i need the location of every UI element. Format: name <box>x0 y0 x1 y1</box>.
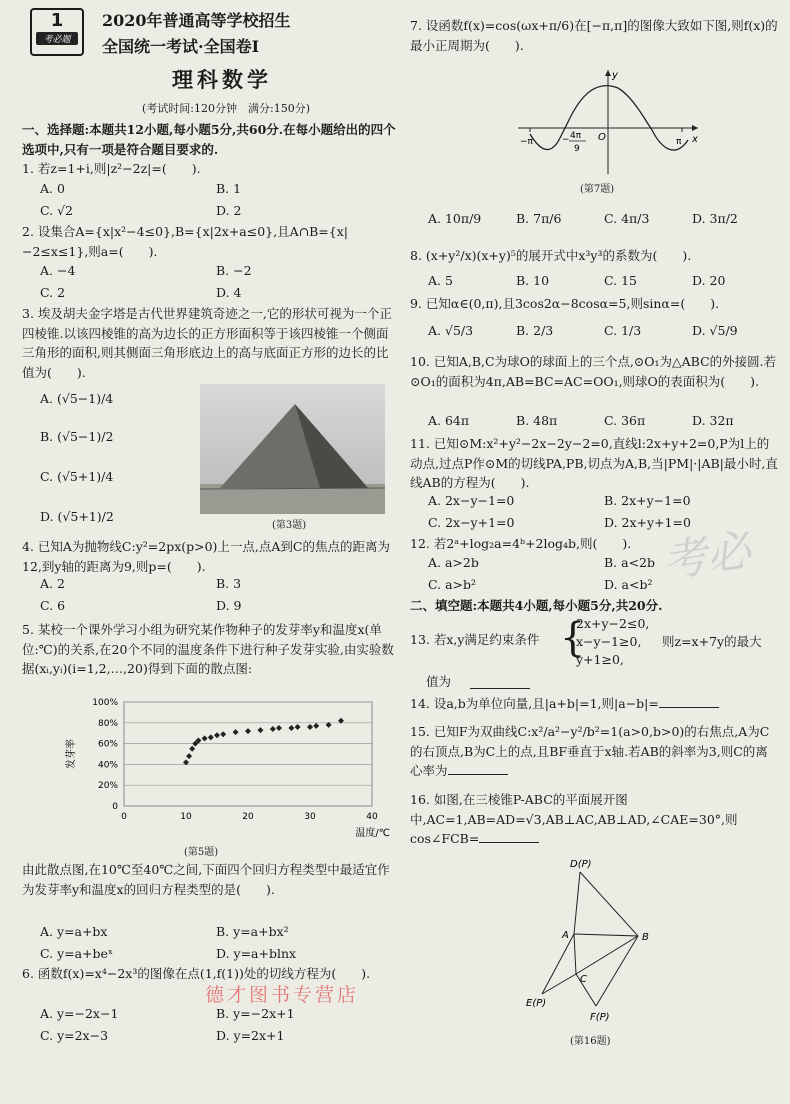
fig7-tick-denominator: 9 <box>574 144 580 154</box>
q9-option-c[interactable]: C. 1/3 <box>604 323 642 338</box>
q4-option-c[interactable]: C. 6 <box>40 598 66 613</box>
x-tick-label: 10 <box>180 812 192 822</box>
net-label-c: C <box>580 974 587 985</box>
question-14-stem <box>410 694 780 714</box>
q5-option-a[interactable]: A. y=a+bx <box>40 924 108 939</box>
exam-title-line1: 2020年普通高等学校招生 <box>102 11 291 30</box>
q1-option-c[interactable]: C. √2 <box>40 203 73 218</box>
question-9-stem: 9. 已知α∈(0,π),且3cos2α−8cosα=5,则sinα=( ). <box>410 296 720 311</box>
scatter-point <box>189 746 195 752</box>
q9-option-d[interactable]: D. √5/9 <box>692 323 738 338</box>
q16-text: 16. 如图,在三棱锥P-ABC的平面展开图中,AC=1,AB=AD=√3,AB⊥AC,AB⊥AD,∠CAE=30°,则cos∠FCB= <box>410 792 738 846</box>
q5-option-c[interactable]: C. y=a+beˣ <box>40 946 114 961</box>
q9-option-b[interactable]: B. 2/3 <box>516 323 554 338</box>
fig7-tick-numerator: 4π <box>570 131 582 141</box>
q8-option-c[interactable]: C. 15 <box>604 273 637 288</box>
y-tick-label: 100% <box>92 698 118 708</box>
y-tick-label: 40% <box>97 760 118 771</box>
scatter-point <box>233 729 239 735</box>
q13-constraint-3: y+1≥0, <box>576 652 624 667</box>
section-choice-heading: 一、选择题:本题共12小题,每小题5分,共60分.在每小题给出的四个选项中,只有一项是符合题目要求的. <box>22 122 396 157</box>
q10-option-a[interactable]: A. 64π <box>428 413 470 428</box>
q13-tail: 则z=x+7y的最大 <box>662 634 762 649</box>
q1-option-b[interactable]: B. 1 <box>216 181 242 196</box>
q2-option-b[interactable]: B. −2 <box>216 263 252 278</box>
q13-lead: 13. 若x,y满足约束条件 <box>410 632 540 647</box>
net-diagram <box>520 854 680 1034</box>
q7-option-d[interactable]: D. 3π/2 <box>692 211 738 226</box>
scatter-point <box>186 753 192 759</box>
question-8-stem: 8. (x+y²/x)(x+y)⁵的展开式中x³y³的系数为( ). <box>410 248 692 263</box>
q13-tail2: 值为 <box>426 674 452 689</box>
q12-option-a[interactable]: A. a>2b <box>428 555 479 570</box>
question-6-stem: 6. 函数f(x)=x⁴−2x³的图像在点(1,f(1))处的切线方程为( ). <box>22 966 371 981</box>
question-11-stem: 11. 已知⊙M:x²+y²−2x−2y−2=0,直线l:2x+y+2=0,P为l上的动点,过点P作⊙M的切线PA,PB,切点为A,B,当|PM|·|AB|最小时,直线AB的方程为( ). <box>410 436 778 490</box>
q8-option-d[interactable]: D. 20 <box>692 273 726 288</box>
q9-option-a[interactable]: A. √5/3 <box>428 323 474 338</box>
q2-option-d[interactable]: D. 4 <box>216 285 242 300</box>
exam-info: (考试时间:120分钟 满分:150分) <box>142 102 310 115</box>
question-1-stem: 1. 若z=1+i,则|z²−2z|=( ). <box>22 161 201 176</box>
q12-option-b[interactable]: B. a<2b <box>604 555 656 570</box>
q13-brace: { <box>560 615 586 661</box>
problem-set-badge <box>30 8 84 56</box>
fig7-origin-label: O <box>598 132 606 143</box>
plot-frame <box>124 702 372 806</box>
pyramid-photo <box>200 384 385 514</box>
q1-option-a[interactable]: A. 0 <box>40 181 65 196</box>
question-3-stem: 3. 埃及胡夫金字塔是古代世界建筑奇迹之一,它的形状可视为一个正四棱锥.以该四棱锥的高为边长的正方形面积等于该四棱锥一个侧面三角形的面积,则其侧面三角形底边上的高与底面正方形的边长的比值为( ). <box>22 306 392 380</box>
q3-option-c[interactable]: C. (√5+1)/4 <box>40 469 114 484</box>
question-5-stem: 5. 某校一个课外学习小组为研究某作物种子的发芽率y和温度x(单位:℃)的关系,在20个不同的温度条件下进行种子发芽实验,由实验数据(xᵢ,yᵢ)(i=1,2,…,20)得到下面的散点图: <box>22 622 394 676</box>
badge-number: 1 <box>50 10 64 31</box>
scatter-point <box>270 726 276 732</box>
q2-option-c[interactable]: C. 2 <box>40 285 66 300</box>
scatter-point <box>257 727 263 733</box>
y-tick-label: 60% <box>97 739 118 750</box>
net-label-d: D(P) <box>570 859 592 870</box>
q3-option-d[interactable]: D. (√5+1)/2 <box>40 509 114 524</box>
q10-option-b[interactable]: B. 48π <box>516 413 558 428</box>
q6-option-b[interactable]: B. y=−2x+1 <box>216 1006 295 1021</box>
q15-text: 15. 已知F为双曲线C:x²/a²−y²/b²=1(a>0,b>0)的右焦点,A为C的右顶点,B为C上的点,且BF垂直于x轴.若AB的斜率为3,则C的离心率为 <box>410 724 770 778</box>
q6-option-c[interactable]: C. y=2x−3 <box>40 1028 109 1043</box>
q10-option-d[interactable]: D. 32π <box>692 413 734 428</box>
question-15-stem <box>410 722 780 781</box>
question-16-stem <box>410 790 780 849</box>
y-axis-label: 发芽率 <box>66 739 77 769</box>
q4-option-a[interactable]: A. 2 <box>40 576 65 591</box>
germination-scatter-chart <box>62 694 392 840</box>
scatter-point <box>288 725 294 731</box>
x-tick-label: 0 <box>121 812 127 822</box>
question-4-stem: 4. 已知A为抛物线C:y²=2px(p>0)上一点,点A到C的焦点的距离为12,到y轴的距离为9,则p=( ). <box>22 539 391 574</box>
net-label-a: A <box>562 930 569 941</box>
q11-option-d[interactable]: D. 2x+y+1=0 <box>604 515 691 530</box>
shop-watermark: 德才图书专营店 <box>205 984 360 1006</box>
scatter-point <box>276 725 282 731</box>
fig7-minus-pi-label: −π <box>520 137 533 147</box>
question-2-stem: 2. 设集合A={x|x²−4≤0},B={x|2x+a≤0},且A∩B={x|−2≤x≤1},则a=( ). <box>22 224 348 259</box>
q6-option-d[interactable]: D. y=2x+1 <box>216 1028 285 1043</box>
q13-constraint-1: 2x+y−2≤0, <box>576 616 650 631</box>
fig7-pi-label: π <box>676 137 682 147</box>
q7-option-c[interactable]: C. 4π/3 <box>604 211 650 226</box>
q5-option-d[interactable]: D. y=a+blnx <box>216 946 297 961</box>
q7-option-b[interactable]: B. 7π/6 <box>516 211 562 226</box>
exam-title-line2: 全国统一考试·全国卷Ⅰ <box>102 37 260 56</box>
q10-option-c[interactable]: C. 36π <box>604 413 646 428</box>
q8-option-a[interactable]: A. 5 <box>428 273 453 288</box>
net-label-b: B <box>642 932 649 943</box>
q14-text: 14. 设a,b为单位向量,且|a+b|=1,则|a−b|= <box>410 696 659 711</box>
q15-answer-blank[interactable] <box>448 762 508 775</box>
badge-label: 考必题 <box>36 32 78 45</box>
question-10-stem: 10. 已知A,B,C为球O的球面上的三个点,⊙O₁为△ABC的外接圆.若⊙O₁的面积为4π,AB=BC=AC=OO₁,则球O的表面积为( ). <box>410 354 777 389</box>
q16-caption: (第16题) <box>570 1036 611 1047</box>
q7-option-a[interactable]: A. 10π/9 <box>428 211 482 226</box>
net-label-f: F(P) <box>590 1012 610 1023</box>
y-tick-label: 0 <box>112 802 118 812</box>
q5-caption: (第5题) <box>184 847 219 858</box>
q3-caption: (第3题) <box>272 520 307 531</box>
q5-option-b[interactable]: B. y=a+bx² <box>216 924 289 939</box>
q3-option-a[interactable]: A. (√5−1)/4 <box>40 391 114 406</box>
faded-stamp: 考必 <box>659 525 754 588</box>
section-fill-heading: 二、填空题:本题共4小题,每小题5分,共20分. <box>410 598 663 613</box>
scatter-point <box>295 724 301 730</box>
x-tick-label: 20 <box>242 812 254 822</box>
cosine-graph <box>510 66 710 176</box>
q1-option-d[interactable]: D. 2 <box>216 203 242 218</box>
fig7-tick-sign: − <box>562 135 570 145</box>
fig7-y-label: y <box>612 70 618 81</box>
net-label-e: E(P) <box>526 998 547 1009</box>
x-tick-label: 40 <box>366 812 378 822</box>
scatter-point <box>245 728 251 734</box>
q6-option-a[interactable]: A. y=−2x−1 <box>40 1006 119 1021</box>
left-column <box>22 0 396 1104</box>
q16-answer-blank[interactable] <box>479 830 539 843</box>
q7-caption: (第7题) <box>580 184 615 195</box>
q4-option-b[interactable]: B. 3 <box>216 576 242 591</box>
scatter-point <box>307 724 313 730</box>
q12-option-d[interactable]: D. a<b² <box>604 577 653 592</box>
q2-option-a[interactable]: A. −4 <box>40 263 76 278</box>
question-7-stem: 7. 设函数f(x)=cos(ωx+π/6)在[−π,π]的图像大致如下图,则f(x)的最小正周期为( ). <box>410 18 778 53</box>
q13-constraint-2: x−y−1≥0, <box>576 634 642 649</box>
q13-answer-blank[interactable] <box>470 676 530 689</box>
y-tick-label: 80% <box>97 718 118 729</box>
q11-option-b[interactable]: B. 2x+y−1=0 <box>604 493 691 508</box>
q4-option-d[interactable]: D. 9 <box>216 598 242 613</box>
x-axis-label: 温度/℃ <box>355 828 390 839</box>
scatter-point <box>214 732 220 738</box>
q14-answer-blank[interactable] <box>659 695 719 708</box>
subject-title: 理科数学 <box>172 67 272 92</box>
scatter-point <box>313 723 319 729</box>
x-tick-label: 30 <box>304 812 316 822</box>
question-12-stem: 12. 若2ᵃ+log₂a=4ᵇ+2log₄b,则( ). <box>410 536 632 551</box>
question-5-followup: 由此散点图,在10℃至40℃之间,下面四个回归方程类型中最适宜作为发芽率y和温度x的回归方程类型的是( ). <box>22 862 390 897</box>
scatter-point <box>220 731 226 737</box>
scatter-point <box>208 734 214 740</box>
scatter-point <box>202 735 208 741</box>
fig7-x-label: x <box>692 134 698 145</box>
y-tick-label: 20% <box>97 781 118 792</box>
q12-option-c[interactable]: C. a>b² <box>428 577 477 592</box>
q11-option-a[interactable]: A. 2x−y−1=0 <box>428 493 515 508</box>
q11-option-c[interactable]: C. 2x−y+1=0 <box>428 515 515 530</box>
q3-option-b[interactable]: B. (√5−1)/2 <box>40 429 114 444</box>
q8-option-b[interactable]: B. 10 <box>516 273 550 288</box>
